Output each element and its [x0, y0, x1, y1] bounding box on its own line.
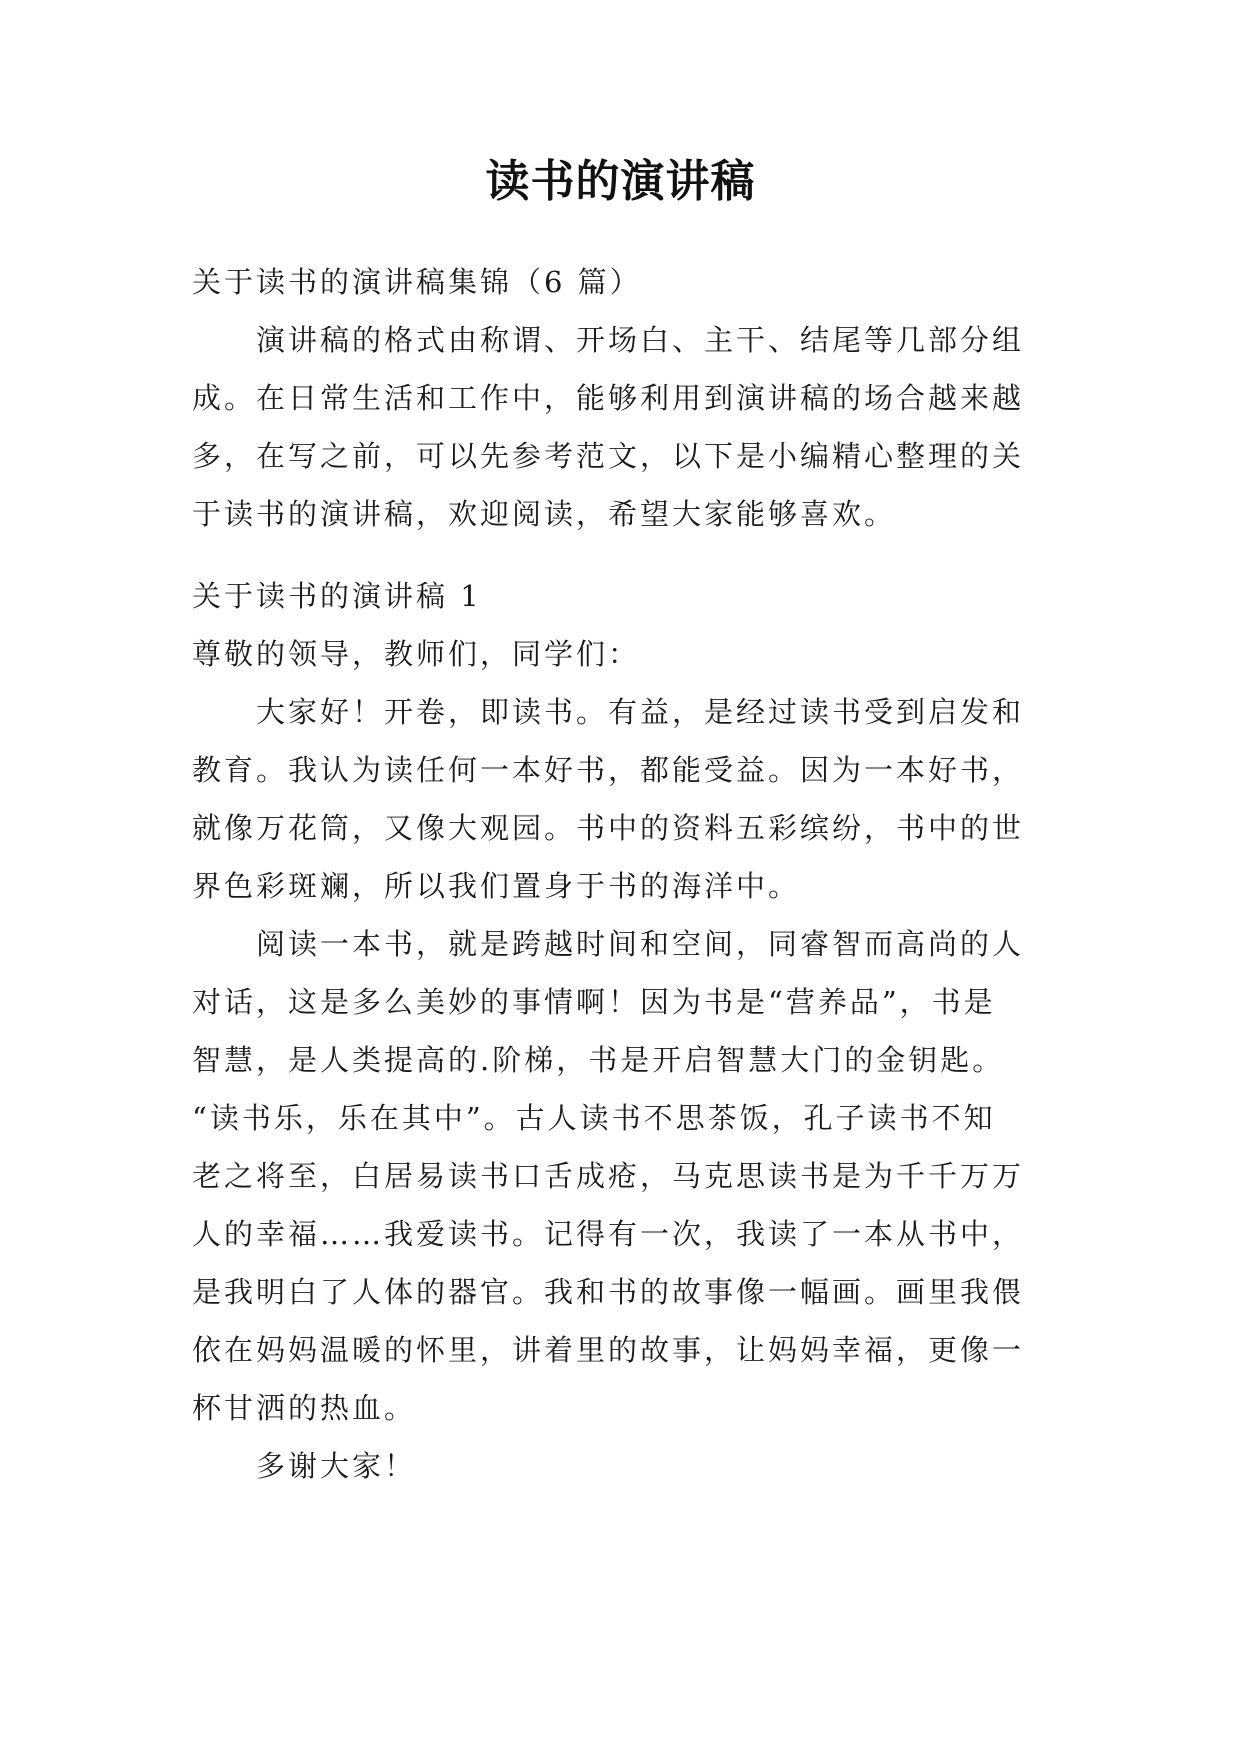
- speech-closing: 多谢大家！: [256, 1449, 417, 1483]
- speech-1-heading: 关于读书的演讲稿 1: [192, 579, 482, 613]
- speech-paragraph-line: 对话，这是多么美妙的事情啊！因为书是“营养品”，书是: [192, 985, 996, 1019]
- intro-heading: 关于读书的演讲稿集锦（6 篇）: [192, 265, 642, 299]
- document-title: 读书的演讲稿: [485, 156, 756, 207]
- intro-paragraph-line: 于读书的演讲稿，欢迎阅读，希望大家能够喜欢。: [192, 497, 897, 531]
- speech-paragraph-line: 人的幸福……我爱读书。记得有一次，我读了一本从书中，: [192, 1217, 1025, 1251]
- speech-paragraph-line: 杯甘洒的热血。: [192, 1391, 417, 1425]
- speech-paragraph-line: 智慧，是人类提高的.阶梯，书是开启智慧大门的金钥匙。: [192, 1043, 1005, 1077]
- speech-paragraph-line: 大家好！开卷，即读书。有益，是经过读书受到启发和: [256, 695, 1025, 729]
- intro-paragraph-line: 演讲稿的格式由称谓、开场白、主干、结尾等几部分组: [256, 323, 1025, 357]
- speech-paragraph-line: 老之将至，白居易读书口舌成疮，马克思读书是为千千万万: [192, 1159, 1025, 1193]
- intro-paragraph-line: 多，在写之前，可以先参考范文，以下是小编精心整理的关: [192, 439, 1025, 473]
- speech-paragraph-line: 阅读一本书，就是跨越时间和空间，同睿智而高尚的人: [256, 927, 1025, 961]
- speech-salutation: 尊敬的领导，教师们，同学们：: [192, 637, 641, 671]
- speech-1-section: [192, 567, 1052, 1495]
- speech-paragraph-line: 界色彩斑斓，所以我们置身于书的海洋中。: [192, 869, 801, 903]
- speech-paragraph-line: 是我明白了人体的器官。我和书的故事像一幅画。画里我偎: [192, 1275, 1025, 1309]
- intro-section: [192, 253, 1052, 543]
- speech-paragraph-line: 教育。我认为读任何一本好书，都能受益。因为一本好书，: [192, 753, 1025, 787]
- speech-paragraph-line: 就像万花筒，又像大观园。书中的资料五彩缤纷，书中的世: [192, 811, 1025, 845]
- speech-paragraph-line: 依在妈妈温暖的怀里，讲着里的故事，让妈妈幸福，更像一: [192, 1333, 1025, 1367]
- speech-paragraph-line: “读书乐，乐在其中”。古人读书不思茶饭，孔子读书不知: [192, 1101, 996, 1135]
- intro-paragraph-line: 成。在日常生活和工作中，能够利用到演讲稿的场合越来越: [192, 381, 1025, 415]
